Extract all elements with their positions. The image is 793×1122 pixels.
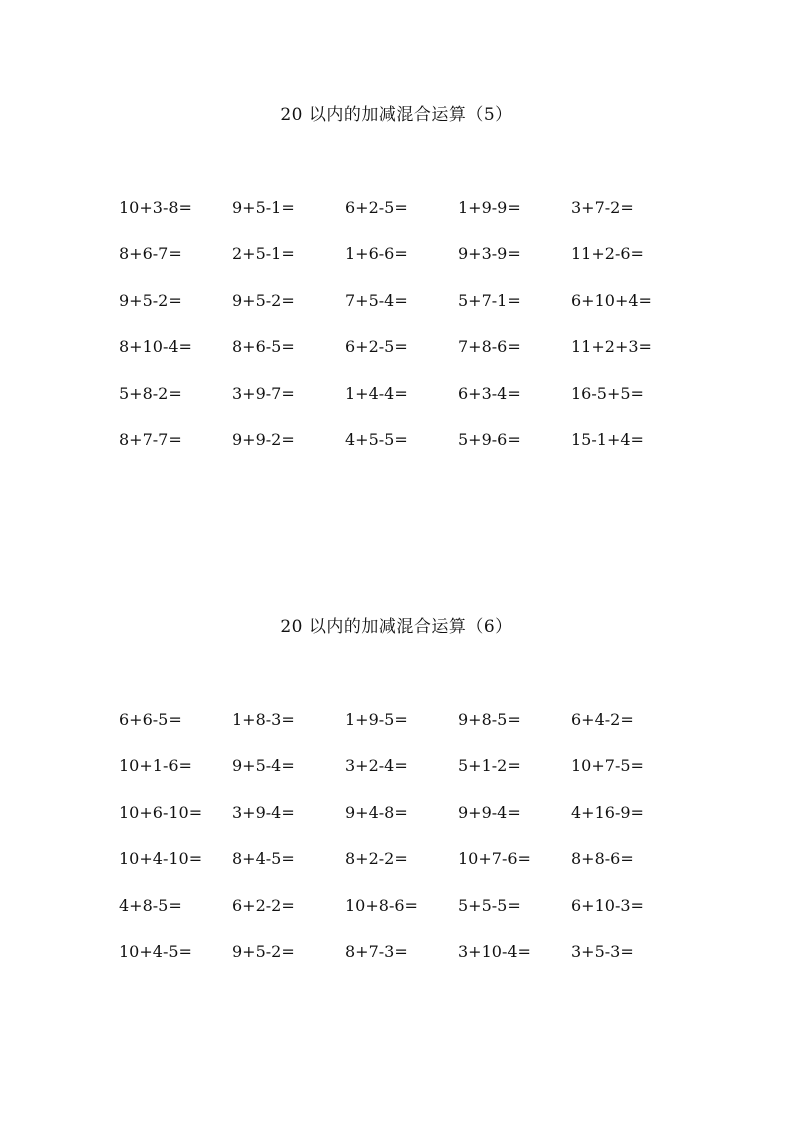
math-problem: 10+4-10=: [119, 849, 203, 869]
math-problem: 10+7-5=: [571, 756, 644, 776]
math-problem: 8+8-6=: [571, 849, 634, 869]
problem-grid: [119, 197, 684, 475]
problem-row: [119, 243, 684, 289]
math-problem: 6+2-2=: [232, 895, 295, 915]
math-problem: 6+3-4=: [458, 383, 521, 403]
math-problem: 8+7-7=: [119, 429, 182, 449]
problem-row: [119, 709, 684, 755]
problem-row: [119, 336, 684, 382]
problem-row: [119, 197, 684, 243]
math-problem: 8+4-5=: [232, 849, 295, 869]
math-problem: 3+2-4=: [345, 756, 408, 776]
math-problem: 4+8-5=: [119, 895, 182, 915]
math-problem: 9+5-4=: [232, 756, 295, 776]
math-problem: 10+7-6=: [458, 849, 531, 869]
math-problem: 6+6-5=: [119, 710, 182, 729]
math-problem: 3+7-2=: [571, 198, 634, 217]
problem-row: [119, 290, 684, 336]
math-problem: 5+9-6=: [458, 429, 521, 449]
math-problem: 3+5-3=: [571, 941, 634, 961]
math-problem: 6+10-3=: [571, 895, 644, 915]
math-problem: 8+6-5=: [232, 337, 295, 357]
math-problem: 10+8-6=: [345, 895, 418, 915]
math-problem: 6+4-2=: [571, 710, 634, 729]
math-problem: 1+6-6=: [345, 244, 408, 264]
math-problem: 8+2-2=: [345, 849, 408, 869]
problem-row: [119, 383, 684, 429]
math-problem: 2+5-1=: [232, 244, 295, 264]
math-problem: 9+8-5=: [458, 710, 521, 729]
math-problem: 5+8-2=: [119, 383, 182, 403]
math-problem: 3+10-4=: [458, 941, 531, 961]
problem-row: [119, 848, 684, 894]
math-problem: 1+8-3=: [232, 710, 295, 729]
problem-row: [119, 429, 684, 475]
math-problem: 6+2-5=: [345, 198, 408, 217]
math-problem: 4+5-5=: [345, 429, 408, 449]
math-problem: 8+7-3=: [345, 941, 408, 961]
math-problem: 4+16-9=: [571, 802, 644, 822]
math-problem: 11+2+3=: [571, 337, 652, 357]
math-problem: 5+5-5=: [458, 895, 521, 915]
math-problem: 9+3-9=: [458, 244, 521, 264]
problem-row: [119, 941, 684, 987]
math-problem: 1+4-4=: [345, 383, 408, 403]
math-problem: 9+5-2=: [232, 941, 295, 961]
math-problem: 9+9-2=: [232, 429, 295, 449]
math-problem: 5+7-1=: [458, 290, 521, 310]
math-problem: 8+6-7=: [119, 244, 182, 264]
problem-grid: [119, 709, 684, 987]
math-problem: 1+9-5=: [345, 710, 408, 729]
math-problem: 5+1-2=: [458, 756, 521, 776]
math-problem: 9+9-4=: [458, 802, 521, 822]
math-problem: 7+8-6=: [458, 337, 521, 357]
problem-row: [119, 895, 684, 941]
math-problem: 10+6-10=: [119, 802, 203, 822]
math-problem: 3+9-4=: [232, 802, 295, 822]
math-problem: 6+10+4=: [571, 290, 652, 310]
math-problem: 7+5-4=: [345, 290, 408, 310]
math-problem: 1+9-9=: [458, 198, 521, 217]
math-problem: 9+5-1=: [232, 198, 295, 217]
math-problem: 8+10-4=: [119, 337, 192, 357]
math-problem: 10+4-5=: [119, 941, 192, 961]
math-problem: 16-5+5=: [571, 383, 644, 403]
problem-row: [119, 755, 684, 801]
math-problem: 9+5-2=: [232, 290, 295, 310]
math-problem: 10+1-6=: [119, 756, 192, 776]
math-problem: 11+2-6=: [571, 244, 644, 264]
math-problem: 15-1+4=: [571, 429, 644, 449]
math-problem: 9+4-8=: [345, 802, 408, 822]
section-title: 20 以内的加减混合运算（5）: [280, 105, 513, 125]
math-problem: 9+5-2=: [119, 290, 182, 310]
math-problem: 10+3-8=: [119, 198, 192, 217]
math-problem: 3+9-7=: [232, 383, 295, 403]
problem-row: [119, 802, 684, 848]
section-title: 20 以内的加减混合运算（6）: [280, 617, 513, 637]
math-problem: 6+2-5=: [345, 337, 408, 357]
